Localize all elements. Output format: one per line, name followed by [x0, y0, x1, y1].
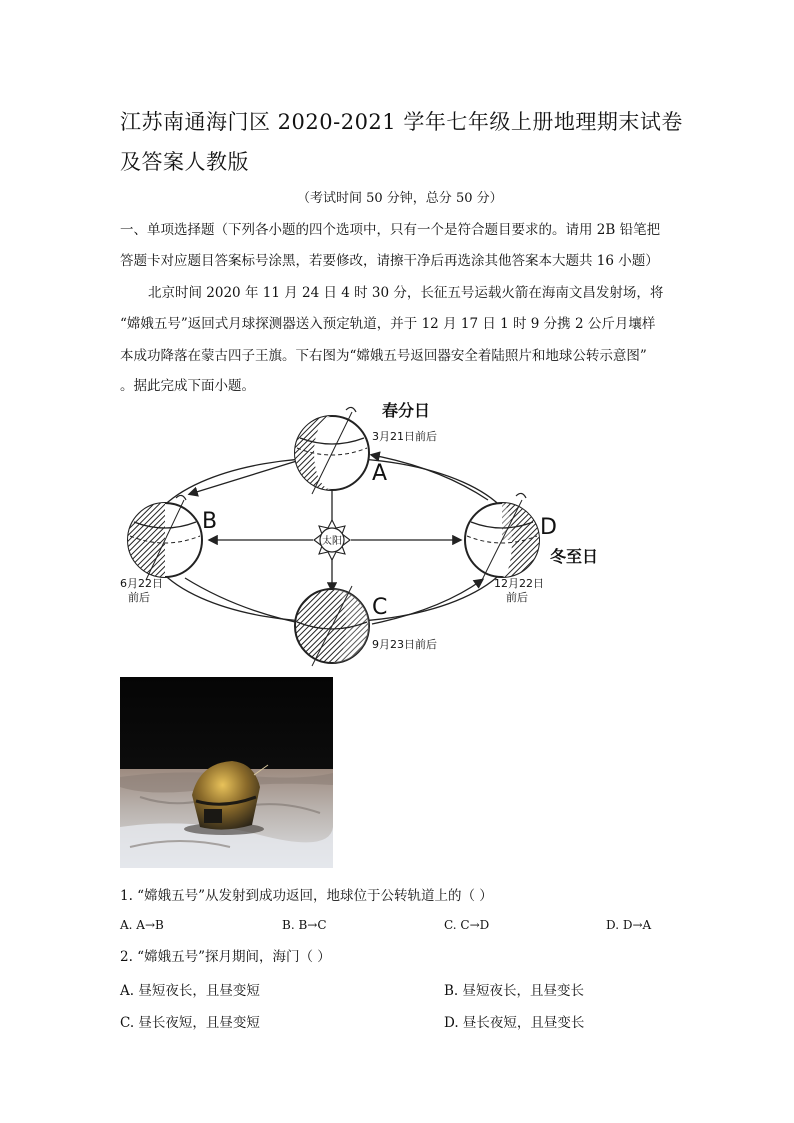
- label-b-date-suffix: 前后: [128, 591, 150, 604]
- question-1-option-d[interactable]: D. D→A: [606, 918, 652, 932]
- question-2-option-c[interactable]: C. 昼长夜短，且昼变短: [120, 1015, 260, 1031]
- label-c-date: 9月23日前后: [372, 638, 437, 651]
- question-1-option-a[interactable]: A. A→B: [120, 918, 164, 932]
- label-b: B: [202, 509, 218, 534]
- question-1-stem: 1. “嫦娥五号”从发射到成功返回，地球位于公转轨道上的（ ）: [120, 888, 493, 904]
- label-d-date: 12月22日: [494, 577, 544, 590]
- label-spring-equinox: 春分日: [382, 401, 431, 420]
- section-heading-line-2: 答题卡对应题目答案标号涂黑，若要修改，请擦干净后再选涂其他答案本大题共 16 小题）: [120, 253, 659, 269]
- earth-b: [128, 495, 202, 580]
- question-2-option-b[interactable]: B. 昼短夜长，且昼变长: [444, 983, 585, 999]
- earth-a: [295, 407, 369, 494]
- exam-info: （考试时间 50 分钟，总分 50 分）: [297, 191, 503, 206]
- question-2-option-a[interactable]: A. 昼短夜长，且昼变短: [120, 983, 260, 999]
- question-2-option-d[interactable]: D. 昼长夜短，且昼变长: [444, 1015, 585, 1031]
- earth-revolution-diagram: [110, 400, 610, 668]
- label-d-date-suffix: 前后: [506, 591, 528, 604]
- capsule-landing-photo: [120, 677, 333, 868]
- section-heading-line-1: 一、单项选择题（下列各小题的四个选项中，只有一个是符合题目要求的。请用 2B 铅笔把: [120, 222, 661, 238]
- passage-line-2: “嫦娥五号”返回式月球探测器送入预定轨道，并于 12 月 17 日 1 时 9 分携 2 公斤月壤样: [120, 316, 656, 332]
- label-winter-solstice: 冬至日: [550, 547, 599, 566]
- title-line-2: 及答案人教版: [120, 150, 249, 174]
- title-line-1: 江苏南通海门区 2020-2021 学年七年级上册地理期末试卷: [120, 110, 683, 134]
- orbit-arrow-c-d: [372, 580, 482, 624]
- label-b-date: 6月22日: [120, 577, 163, 590]
- passage-line-3: 本成功降落在蒙古四子王旗。下右图为“嫦娥五号返回器安全着陆照片和地球公转示意图”: [120, 348, 647, 364]
- orbit-arrow-b-c: [185, 578, 310, 625]
- earth-c: [295, 586, 369, 666]
- passage-line-1: 北京时间 2020 年 11 月 24 日 4 时 30 分，长征五号运载火箭在海南文昌发射场，将: [148, 285, 664, 301]
- label-d: D: [540, 515, 557, 540]
- sun-label: 太阳: [322, 536, 342, 547]
- orbit-arrow-a-b: [190, 460, 300, 494]
- question-1-option-b[interactable]: B. B→C: [282, 918, 327, 932]
- label-c: C: [372, 595, 388, 620]
- question-2-stem: 2. “嫦娥五号”探月期间，海门（ ）: [120, 949, 331, 965]
- earth-d: [465, 493, 539, 580]
- passage-line-4: 。据此完成下面小题。: [120, 378, 255, 394]
- label-a-date: 3月21日前后: [372, 430, 437, 443]
- label-a: A: [372, 461, 388, 486]
- question-1-option-c[interactable]: C. C→D: [444, 918, 490, 932]
